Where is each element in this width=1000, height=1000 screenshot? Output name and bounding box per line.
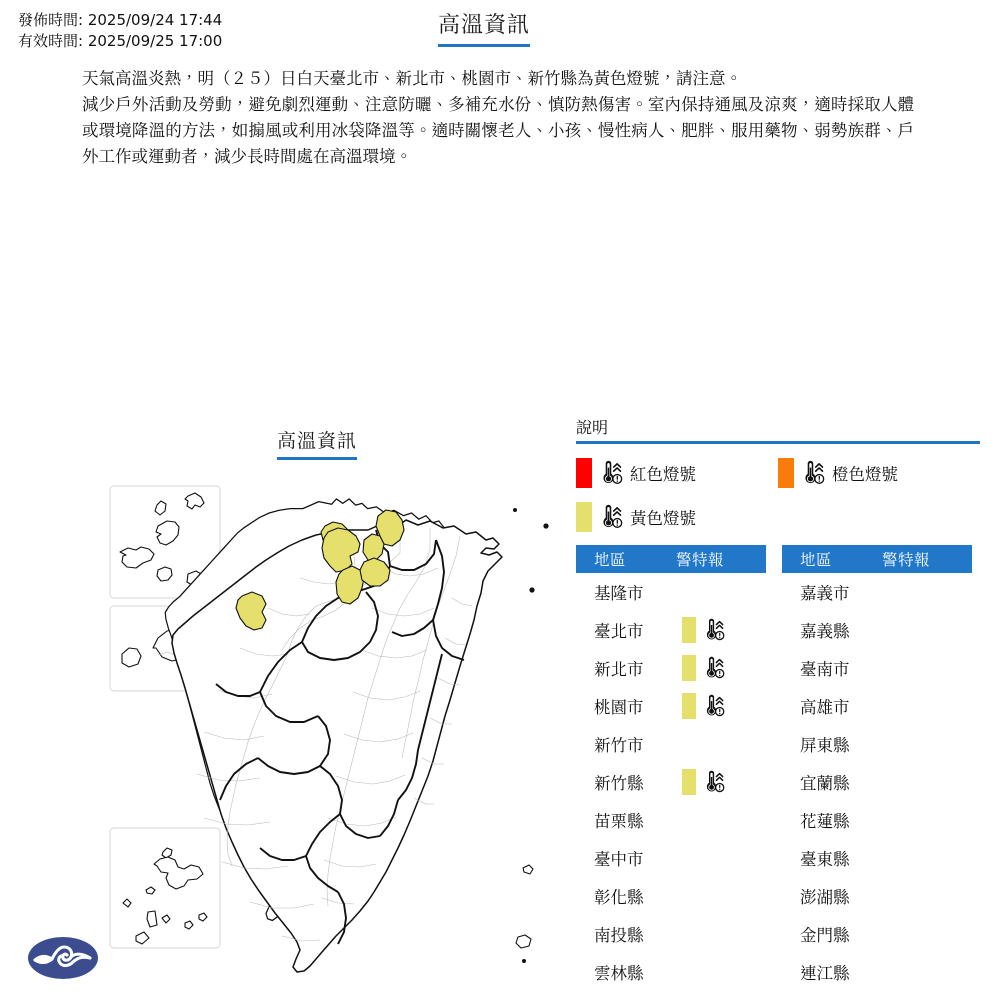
table-header-right [782,545,972,573]
table-row[interactable] [576,763,766,801]
thermometer-warning-icon [700,656,725,681]
thermometer-warning-icon [700,694,725,719]
region-name: 基隆市 [594,584,644,603]
thermometer-warning-icon [700,656,725,681]
thermometer-warning-icon [700,618,725,643]
warning-cell [676,769,766,795]
region-name: 臺南市 [800,660,850,679]
region-name: 高雄市 [800,698,850,717]
legend-item [576,451,778,495]
column-header-warning: 警特報 [882,551,931,569]
advisory-line-2: 減少戶外活動及勞動，避免劇烈運動、注意防曬、多補充水份、慎防熱傷害。室內保持通風及涼爽，適時採取人體或環境降溫的方法，如搧風或利用冰袋降溫等。適時關懷老人、小孩、慢性病人、肥胖、服用藥物、弱勢族群、戶外工作或運動者，減少長時間處在高溫環境。 [82,95,914,166]
table-row[interactable] [576,725,766,763]
region-name: 臺北市 [594,622,644,641]
advisory-line-1: 天氣高溫炎熱，明（２５）日白天臺北市、新北市、桃園市、新竹縣為黃色燈號，請注意。 [82,69,742,88]
advisory-text [82,66,914,170]
region-name: 新竹縣 [594,774,644,793]
table-body-right [782,573,972,991]
valid-time-line: 有效時間: 2025/09/25 17:00 [18,32,223,50]
region-name: 臺東縣 [800,850,850,869]
region-table-left [576,545,766,991]
thermometer-warning-icon [596,504,623,531]
map-title: 高溫資訊 [277,429,357,460]
warning-color-swatch [682,617,696,643]
cwa-logo-icon [27,933,99,983]
table-row[interactable] [576,573,766,611]
region-name: 花蓮縣 [800,812,850,831]
thermometer-warning-icon [700,770,725,795]
table-row[interactable] [576,687,766,725]
issue-time-line: 發佈時間: 2025/09/24 17:44 [18,11,223,29]
thermometer-warning-icon [700,770,725,795]
thermometer-warning-icon [596,460,623,487]
issue-time-block [18,10,222,52]
table-row[interactable] [782,725,972,763]
legend-color-swatch [778,458,794,488]
table-row[interactable] [782,915,972,953]
legend-list [576,451,980,539]
legend-heading: 說明 [576,418,609,437]
legend-item-label: 橙色燈號 [832,465,898,484]
table-row[interactable] [576,649,766,687]
table-row[interactable] [782,877,972,915]
region-name: 臺中市 [594,850,644,869]
table-row[interactable] [782,611,972,649]
warning-cell [676,655,766,681]
legend-divider [576,441,980,444]
thermometer-warning-icon [798,460,825,487]
thermometer-warning-icon [700,694,725,719]
table-row[interactable] [782,687,972,725]
table-row[interactable] [782,573,972,611]
table-row[interactable] [576,953,766,991]
region-name: 彰化縣 [594,888,644,907]
column-header-region: 地區 [594,551,627,569]
penghu-inset [110,828,220,948]
region-table-right [782,545,972,991]
legend-item [576,495,778,539]
region-tables [576,545,980,991]
offshore-dots [513,508,549,963]
warning-color-swatch [682,693,696,719]
table-row[interactable] [576,877,766,915]
page-title: 高溫資訊 [438,13,530,47]
table-row[interactable] [782,763,972,801]
taiwan-map-svg[interactable] [100,478,570,998]
warning-color-swatch [682,769,696,795]
region-name: 南投縣 [594,926,644,945]
region-name: 桃園市 [594,698,644,717]
table-row[interactable] [782,953,972,991]
table-row[interactable] [576,839,766,877]
taiwan-map-container[interactable] [100,478,570,998]
region-name: 新竹市 [594,736,644,755]
table-header-left [576,545,766,573]
region-name: 雲林縣 [594,964,644,983]
region-name: 嘉義縣 [800,622,850,641]
region-name: 新北市 [594,660,644,679]
warning-cell [676,617,766,643]
map-panel [100,420,570,1000]
table-row[interactable] [782,801,972,839]
region-name: 連江縣 [800,964,850,983]
warning-cell [676,693,766,719]
legend-item-label: 紅色燈號 [630,465,696,484]
table-row[interactable] [576,915,766,953]
region-name: 澎湖縣 [800,888,850,907]
column-header-warning: 警特報 [676,551,725,569]
cwa-logo [27,933,99,983]
warning-color-swatch [682,655,696,681]
region-name: 屏東縣 [800,736,850,755]
page-header [0,0,1000,60]
thermometer-warning-icon [596,460,623,487]
table-row[interactable] [576,801,766,839]
region-name: 嘉義市 [800,584,850,603]
table-row[interactable] [576,611,766,649]
legend-item-label: 黃色燈號 [630,509,696,528]
region-name: 苗栗縣 [594,812,644,831]
legend-color-swatch [576,502,592,532]
table-row[interactable] [782,649,972,687]
table-row[interactable] [782,839,972,877]
legend-item [778,451,980,495]
side-panel [576,418,980,991]
thermometer-warning-icon [700,618,725,643]
region-name: 金門縣 [800,926,850,945]
table-body-left [576,573,766,991]
thermometer-warning-icon [596,504,623,531]
column-header-region: 地區 [800,551,833,569]
thermometer-warning-icon [798,460,825,487]
legend-color-swatch [576,458,592,488]
region-name: 宜蘭縣 [800,774,850,793]
